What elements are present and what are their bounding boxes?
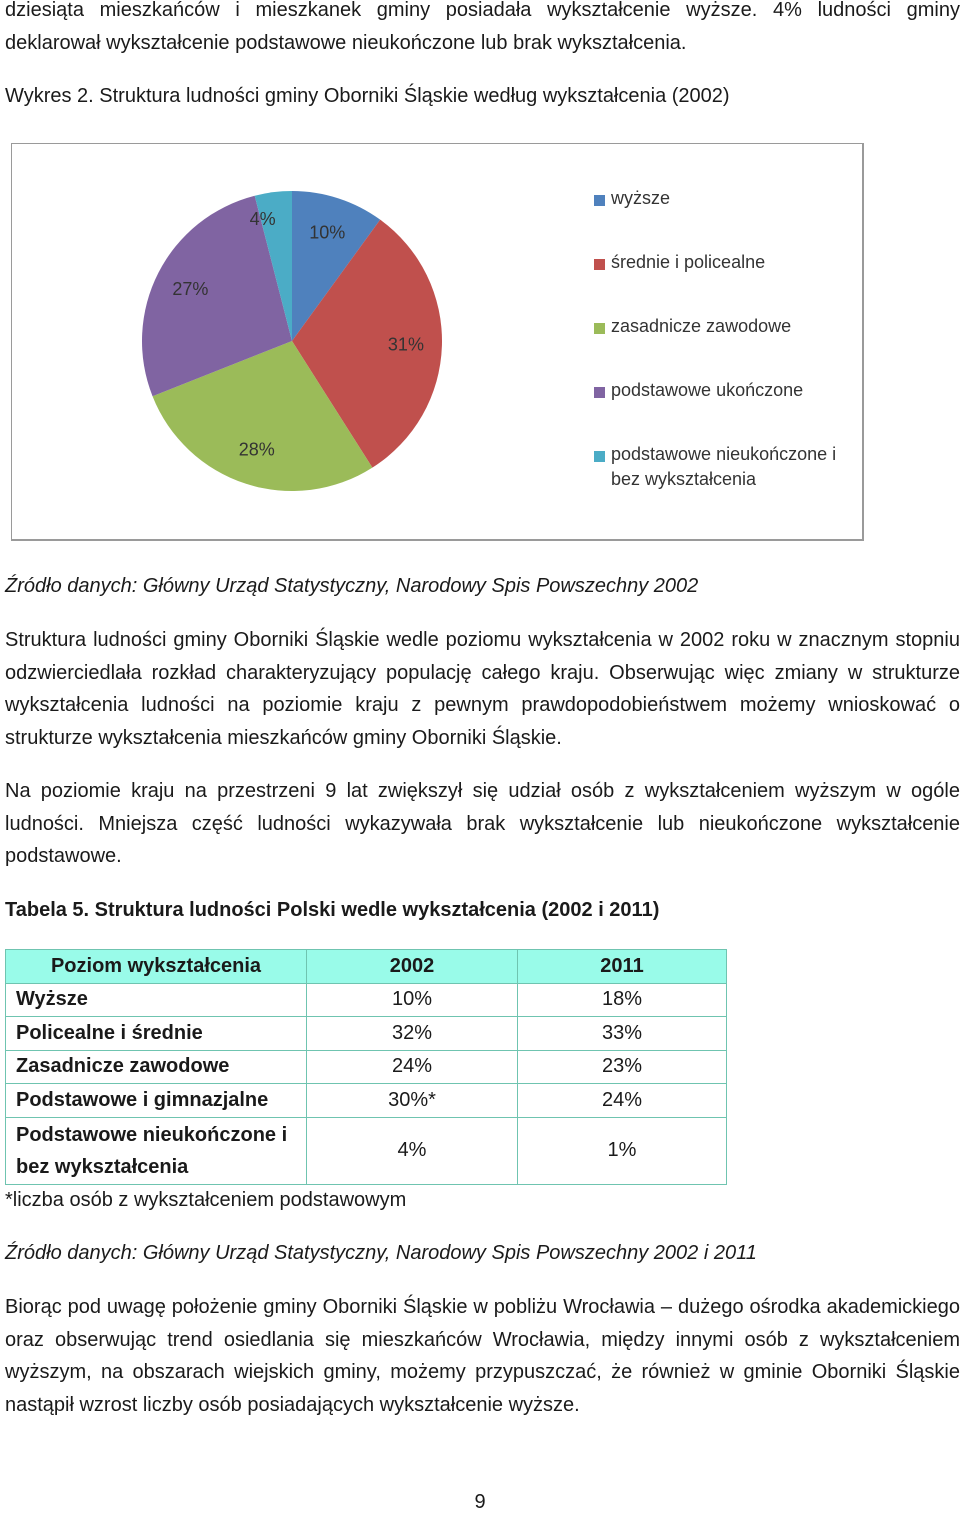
cell-2011: 24% — [518, 1084, 727, 1118]
table-header-2002: 2002 — [307, 950, 518, 984]
legend-swatch-wyzsze — [594, 195, 605, 206]
legend-swatch-zasadnicze — [594, 323, 605, 334]
table-footnote: *liczba osób z wykształceniem podstawowym — [5, 1189, 407, 1211]
page-number: 9 — [474, 1491, 486, 1513]
row-label: Wyższe — [6, 983, 307, 1017]
table-header-level: Poziom wykształcenia — [6, 950, 307, 984]
cell-2002: 24% — [307, 1050, 518, 1084]
source-note-1: Źródło danych: Główny Urząd Statystyczny, Narodowy Spis Powszechny 2002 — [5, 575, 699, 597]
cell-2011: 23% — [518, 1050, 727, 1084]
cell-2002: 4% — [307, 1117, 518, 1184]
table-row — [6, 983, 727, 1017]
table-row — [6, 1050, 727, 1084]
pie-data-label-3: 27% — [172, 279, 209, 300]
table-row — [6, 1084, 727, 1118]
row-label: Zasadnicze zawodowe — [6, 1050, 307, 1084]
table-caption: Tabela 5. Struktura ludności Polski wedle wykształcenia (2002 i 2011) — [5, 899, 660, 921]
pie-data-label-1: 31% — [387, 334, 424, 355]
legend-label-wyzsze: wyższe — [611, 188, 671, 208]
pie-data-label-0: 10% — [309, 222, 346, 243]
table-row — [6, 1117, 727, 1184]
legend-label-srednie: średnie i policealne — [611, 252, 766, 272]
cell-2002: 30%* — [307, 1084, 518, 1118]
education-table — [5, 949, 727, 1185]
row-label: Policealne i średnie — [6, 1017, 307, 1051]
table-header-2011: 2011 — [518, 950, 727, 984]
cell-2011: 18% — [518, 983, 727, 1017]
source-note-2: Źródło danych: Główny Urząd Statystyczny, Narodowy Spis Powszechny 2002 i 2011 — [5, 1242, 757, 1264]
legend-label-nieukonczone: podstawowe nieukończone i bez wykształcenia — [611, 444, 837, 489]
intro-line-1: dziesiąta mieszkańców i mieszkanek gminy posiadała wykształcenie wyższe. 4% ludności gminy — [5, 0, 960, 21]
row-label: Podstawowe nieukończone i bez wykształcenia — [6, 1117, 307, 1184]
legend-label-podstawowe: podstawowe ukończone — [611, 380, 804, 400]
paragraph-1: Struktura ludności gminy Oborniki Śląskie wedle poziomu wykształcenia w 2002 roku w znacznym stopniu odzwierciedlała rozkład charakteryzujący populację całego kraju. Obserwując więc zmiany w strukturze wykształcenia ludności na poziomie kraju z pewnym prawdopodobieństwem możemy wnioskować o strukturze wykształcenia mieszkańców gminy Oborniki Śląskie. — [5, 629, 960, 749]
cell-2011: 1% — [518, 1117, 727, 1184]
cell-2002: 32% — [307, 1017, 518, 1051]
pie-chart-frame — [11, 143, 864, 541]
legend-label-zasadnicze: zasadnicze zawodowe — [611, 316, 792, 336]
cell-2002: 10% — [307, 983, 518, 1017]
pie-data-label-2: 28% — [238, 439, 275, 460]
legend-swatch-srednie — [594, 259, 605, 270]
table-header-row — [6, 950, 727, 984]
legend-swatch-podstawowe — [594, 387, 605, 398]
pie-data-label-4: 4% — [249, 208, 276, 229]
row-label: Podstawowe i gimnazjalne — [6, 1084, 307, 1118]
paragraph-2: Na poziomie kraju na przestrzeni 9 lat zwiększył się udział osób z wykształceniem wyższym w ogóle ludności. Mniejsza część ludności wykazywała brak wykształcenie lub nieukończone wykształcenie podstawowe. — [5, 780, 960, 867]
cell-2011: 33% — [518, 1017, 727, 1051]
figure-caption: Wykres 2. Struktura ludności gminy Oborniki Śląskie według wykształcenia (2002) — [5, 85, 730, 107]
legend-swatch-nieukonczone — [594, 451, 605, 462]
table-row — [6, 1017, 727, 1051]
paragraph-3: Biorąc pod uwagę położenie gminy Oborniki Śląskie w pobliżu Wrocławia – dużego ośrodka akademickiego oraz obserwując trend osiedlania się mieszkańców Wrocławia, między innymi osób z wykształceniem wyższym, na obszarach wiejskich gminy, możemy przypuszczać, że również w gminie Oborniki Śląskie nastąpił wzrost liczby osób posiadających wykształcenie wyższe. — [5, 1296, 960, 1416]
intro-line-2: deklarował wykształcenie podstawowe nieukończone lub brak wykształcenia. — [5, 32, 687, 54]
